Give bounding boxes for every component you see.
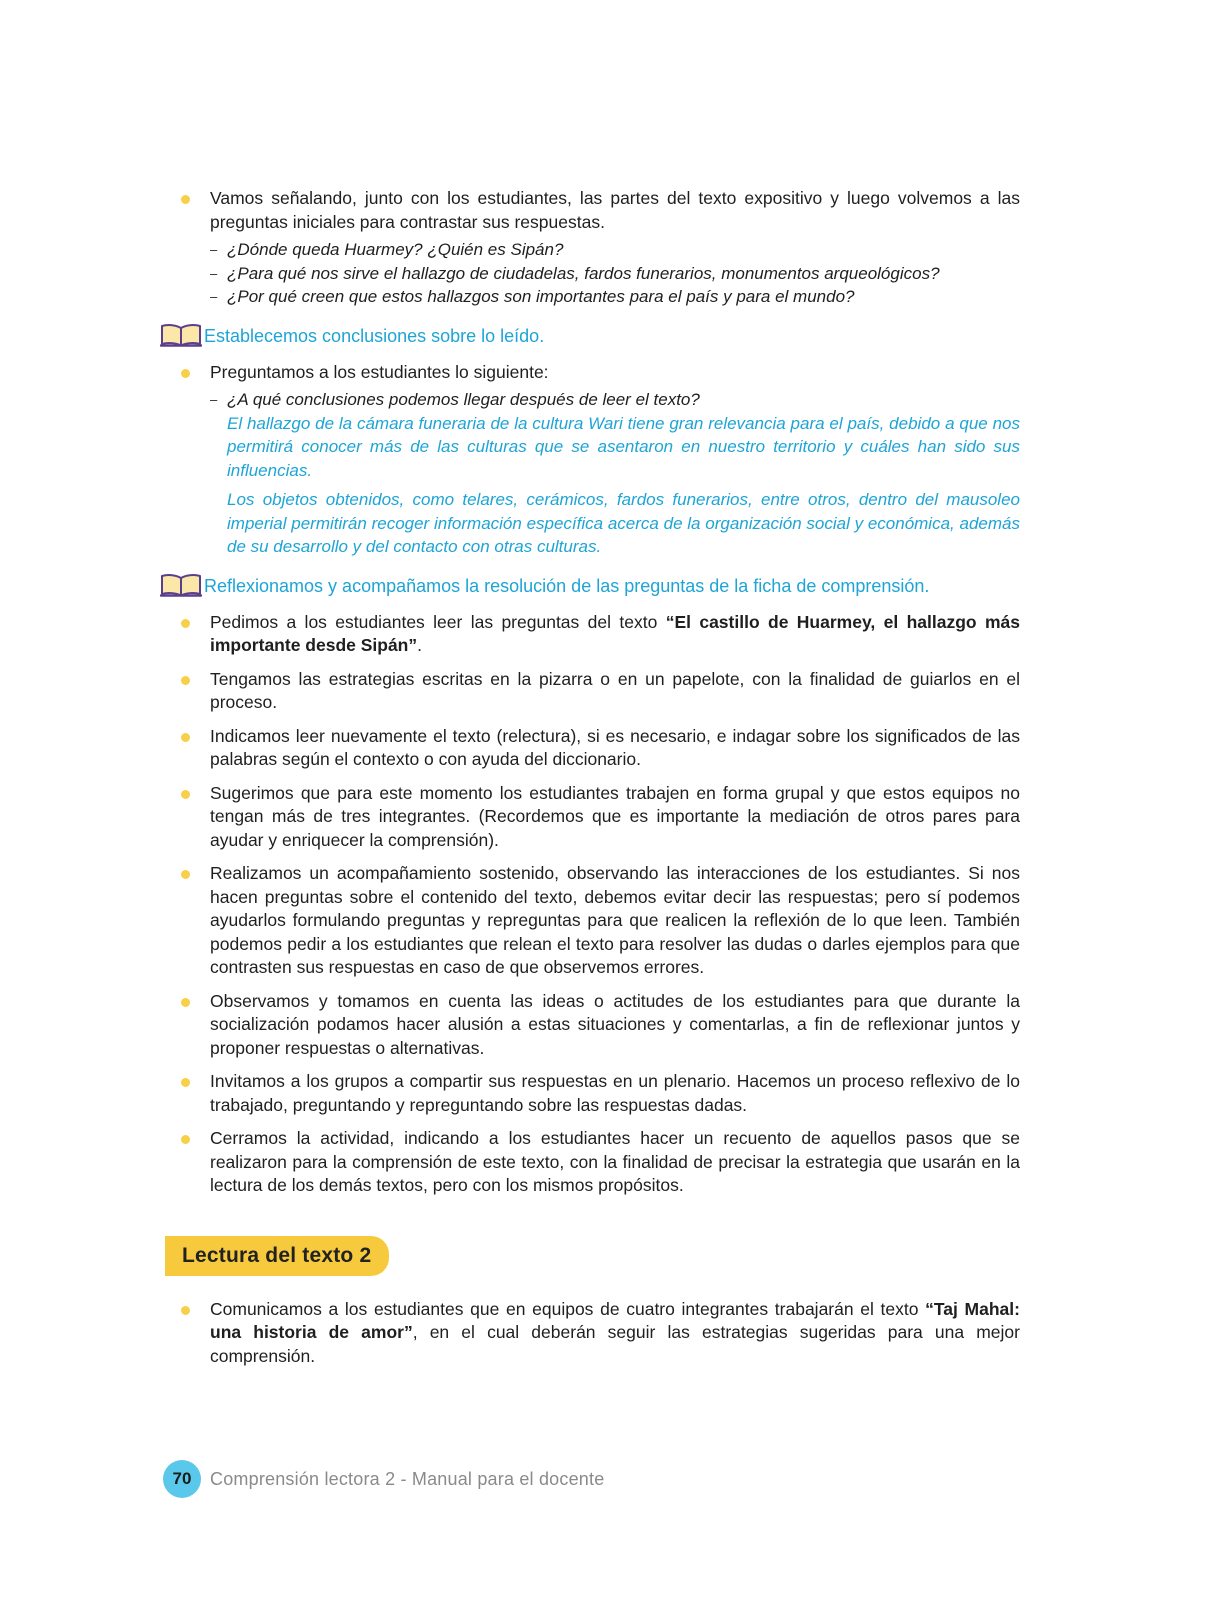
list-item: Tengamos las estrategias escritas en la pizarra o en un papelote, con la finalidad de guiarlos en el proceso. <box>160 668 1020 715</box>
list-item: Observamos y tomamos en cuenta las ideas o actitudes de los estudiantes para que durante la socialización podamos hacer alusión a estas situaciones y comentarlas, a fin de reflexionar juntos y proponer respuestas o alternativas. <box>160 990 1020 1061</box>
question-list <box>210 388 1020 412</box>
list-item: Invitamos a los grupos a compartir sus respuestas en un plenario. Hacemos un proceso reflexivo de lo trabajado, preguntando y repreguntando sobre las respuestas dadas. <box>160 1070 1020 1117</box>
intro-text: Vamos señalando, junto con los estudiantes, las partes del texto expositivo y luego volvemos a las preguntas iniciales para contrastar sus respuestas. <box>210 188 1020 232</box>
section-heading-conclusions <box>160 323 1020 347</box>
list-item: Realizamos un acompañamiento sostenido, observando las interacciones de los estudiantes. Si nos hacen preguntas sobre el contenido del texto, debemos evitar decir las respuestas; pero sí podemos ayudarlos formulando preguntas y repreguntas para que realicen la reflexión de lo que leen. También podemos pedir a los estudiantes que relean el texto para resolver las dudas o darles ejemplos para que contrasten sus respuestas en caso de que observemos errores. <box>160 862 1020 980</box>
list-item: Cerramos la actividad, indicando a los estudiantes hacer un recuento de aquellos pasos que se realizaron para la comprensión de este texto, con la finalidad de precisar la estrategia que usarán en la lectura de los demás textos, pero con los mismos propósitos. <box>160 1127 1020 1198</box>
question-item: – ¿A qué conclusiones podemos llegar después de leer el texto? <box>210 388 1020 412</box>
list-item: Pedimos a los estudiantes leer las preguntas del texto “El castillo de Huarmey, el hallazgo más importante desde Sipán”. <box>160 611 1020 658</box>
list-item <box>160 361 1020 559</box>
text-title: “Taj Mahal: una historia de amor” <box>210 1298 1020 1342</box>
section-heading-reflection <box>160 573 1020 597</box>
page-number: 70 <box>163 1460 201 1498</box>
answer-text: El hallazgo de la cámara funeraria de la cultura Wari tiene gran relevancia para el país, debido a que nos permitirá conocer más de las culturas que se asentaron en nuestro territorio y cuáles han sido sus influencias. <box>227 413 1020 480</box>
question-item: – ¿Para qué nos sirve el hallazgo de ciudadelas, fardos funerarios, monumentos arqueológicos? <box>210 262 1020 286</box>
question-list <box>210 238 1020 309</box>
open-book-icon <box>160 323 202 347</box>
list-item: Sugerimos que para este momento los estudiantes trabajen en forma grupal y que estos equipos no tengan más de tres integrantes. (Recordemos que es importante la mediación de otros pares para ayudar y enriquecer la comprensión). <box>160 782 1020 853</box>
footer-title: Comprensión lectora 2 - Manual para el docente <box>210 1468 605 1489</box>
list-item: Comunicamos a los estudiantes que en equipos de cuatro integrantes trabajarán el texto “Taj Mahal: una historia de amor”, en el cual deberán seguir las estrategias sugeridas para una mejor comprensión. <box>160 1298 1020 1369</box>
section-heading-text: Establecemos conclusiones sobre lo leído. <box>204 325 545 346</box>
reading-2-list <box>160 1298 1020 1369</box>
text-title: “El castillo de Huarmey, el hallazgo más importante desde Sipán” <box>210 611 1020 655</box>
answer-text: Los objetos obtenidos, como telares, cerámicos, fardos funerarios, entre otros, dentro del mausoleo imperial permitirán recoger información específica acerca de la organización social y económica, además de su desarrollo y del contacto con otras culturas. <box>227 490 1020 556</box>
page-footer <box>163 1460 604 1498</box>
intro-list <box>160 187 1020 309</box>
section-tag-reading-2: Lectura del texto 2 <box>165 1236 389 1276</box>
conclusions-list <box>160 361 1020 559</box>
reflection-list <box>160 611 1020 1198</box>
bullet-text: Preguntamos a los estudiantes lo siguiente: <box>210 361 549 382</box>
list-item: Indicamos leer nuevamente el texto (relectura), si es necesario, e indagar sobre los significados de las palabras según el contexto o con ayuda del diccionario. <box>160 725 1020 772</box>
list-item <box>160 187 1020 309</box>
open-book-icon <box>160 573 202 597</box>
question-item: – ¿Dónde queda Huarmey? ¿Quién es Sipán? <box>210 238 1020 262</box>
question-item: – ¿Por qué creen que estos hallazgos son importantes para el país y para el mundo? <box>210 285 1020 309</box>
section-heading-text: Reflexionamos y acompañamos la resolución de las preguntas de la ficha de comprensión. <box>204 575 930 596</box>
page-content <box>160 187 1020 1378</box>
